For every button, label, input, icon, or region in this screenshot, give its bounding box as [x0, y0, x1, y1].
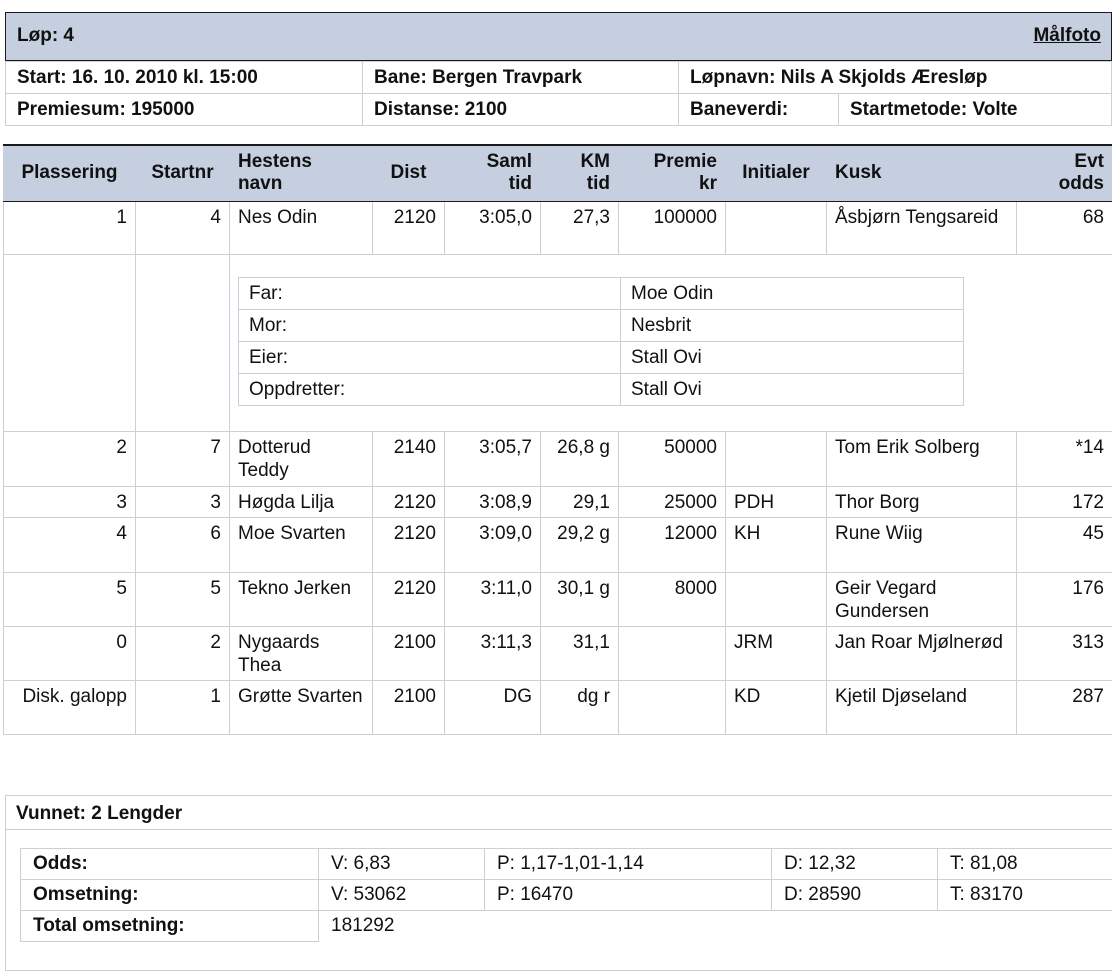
- cell-startnr: 4: [136, 201, 230, 254]
- cell-total-time: 3:11,0: [445, 572, 541, 626]
- cell-placement: Disk. galopp: [4, 680, 136, 734]
- cell-prize: 25000: [619, 486, 726, 517]
- turnover-t: T: 83170: [938, 880, 1112, 911]
- breeder-label: Oppdretter:: [239, 373, 621, 405]
- cell-odds: 172: [1017, 486, 1112, 517]
- cell-horse-name: Høgda Lilja: [230, 486, 373, 517]
- odds-p: P: 1,17-1,01-1,14: [485, 849, 772, 880]
- table-row: [4, 431, 1112, 486]
- cell-total-time: 3:09,0: [445, 517, 541, 572]
- cell-driver: Kjetil Djøseland: [827, 680, 1017, 734]
- cell-total-time: 3:08,9: [445, 486, 541, 517]
- cell-odds: *14: [1017, 431, 1112, 486]
- breeder-value: Stall Ovi: [621, 373, 964, 405]
- col-placement: Plassering: [4, 145, 136, 201]
- cell-km-time: 26,8 g: [541, 431, 619, 486]
- turnover-v: V: 53062: [319, 880, 485, 911]
- cell-total-time: 3:05,7: [445, 431, 541, 486]
- cell-odds: 287: [1017, 680, 1112, 734]
- col-startnr: Startnr: [136, 145, 230, 201]
- cell-horse-name: Dotterud Teddy: [230, 431, 373, 486]
- cell-km-time: 31,1: [541, 626, 619, 680]
- cell-startnr: 2: [136, 626, 230, 680]
- cell-dist: 2120: [373, 201, 445, 254]
- track-name: Bane: Bergen Travpark: [363, 62, 679, 94]
- turnover-label: Omsetning:: [21, 880, 319, 911]
- cell-odds: 45: [1017, 517, 1112, 572]
- table-row: [4, 680, 1112, 734]
- col-dist: Dist: [373, 145, 445, 201]
- odds-row: [21, 849, 1112, 880]
- cell-initials: [726, 572, 827, 626]
- cell-placement: 2: [4, 431, 136, 486]
- odds-d: D: 12,32: [772, 849, 938, 880]
- photo-finish-link[interactable]: Målfoto: [1033, 25, 1101, 46]
- cell-startnr: 6: [136, 517, 230, 572]
- track-value: Baneverdi:: [679, 94, 839, 126]
- owner-value: Stall Ovi: [621, 341, 964, 373]
- cell-odds: 313: [1017, 626, 1112, 680]
- cell-dist: 2120: [373, 486, 445, 517]
- sire-label: Far:: [239, 277, 621, 309]
- odds-table: [20, 848, 1112, 942]
- race-name: Løpnavn: Nils A Skjolds Æresløp: [679, 62, 1112, 94]
- cell-placement: 5: [4, 572, 136, 626]
- dam-label: Mor:: [239, 309, 621, 341]
- cell-km-time: 30,1 g: [541, 572, 619, 626]
- cell-driver: Thor Borg: [827, 486, 1017, 517]
- cell-startnr: 1: [136, 680, 230, 734]
- cell-total-time: DG: [445, 680, 541, 734]
- odds-v: V: 6,83: [319, 849, 485, 880]
- col-driver: Kusk: [827, 145, 1017, 201]
- cell-prize: 8000: [619, 572, 726, 626]
- race-header: [5, 12, 1112, 61]
- cell-km-time: dg r: [541, 680, 619, 734]
- cell-placement: 0: [4, 626, 136, 680]
- pedigree-table: [238, 277, 964, 406]
- turnover-d: D: 28590: [772, 880, 938, 911]
- total-turnover-label: Total omsetning:: [21, 911, 319, 942]
- cell-km-time: 29,1: [541, 486, 619, 517]
- sire-value: Moe Odin: [621, 277, 964, 309]
- cell-startnr: 7: [136, 431, 230, 486]
- cell-placement: 4: [4, 517, 136, 572]
- turnover-p: P: 16470: [485, 880, 772, 911]
- cell-driver: Rune Wiig: [827, 517, 1017, 572]
- cell-prize: 50000: [619, 431, 726, 486]
- results-table: [3, 144, 1112, 735]
- table-row: [4, 201, 1112, 254]
- total-turnover-value: 181292: [319, 911, 1112, 942]
- pedigree-row: [4, 254, 1112, 431]
- cell-prize: [619, 680, 726, 734]
- col-odds: Evt odds: [1017, 145, 1112, 201]
- cell-prize: [619, 626, 726, 680]
- cell-prize: 100000: [619, 201, 726, 254]
- prize-sum: Premiesum: 195000: [6, 94, 363, 126]
- cell-placement: 3: [4, 486, 136, 517]
- cell-dist: 2120: [373, 572, 445, 626]
- table-row: [4, 626, 1112, 680]
- col-initials: Initialer: [726, 145, 827, 201]
- winning-margin: Vunnet: 2 Lengder: [16, 803, 183, 824]
- cell-initials: [726, 431, 827, 486]
- cell-odds: 68: [1017, 201, 1112, 254]
- total-turnover-row: [21, 911, 1112, 942]
- race-info-table: [5, 61, 1112, 126]
- results-header-row: [4, 145, 1112, 201]
- col-km-time: KM tid: [541, 145, 619, 201]
- cell-odds: 176: [1017, 572, 1112, 626]
- cell-driver: Tom Erik Solberg: [827, 431, 1017, 486]
- cell-horse-name: Grøtte Svarten: [230, 680, 373, 734]
- cell-driver: Jan Roar Mjølnerød: [827, 626, 1017, 680]
- cell-horse-name: Tekno Jerken: [230, 572, 373, 626]
- race-title: Løp: 4: [17, 25, 74, 46]
- cell-dist: 2100: [373, 680, 445, 734]
- cell-initials: PDH: [726, 486, 827, 517]
- cell-horse-name: Nes Odin: [230, 201, 373, 254]
- start-time: Start: 16. 10. 2010 kl. 15:00: [6, 62, 363, 94]
- owner-label: Eier:: [239, 341, 621, 373]
- cell-km-time: 29,2 g: [541, 517, 619, 572]
- cell-initials: KH: [726, 517, 827, 572]
- table-row: [4, 517, 1112, 572]
- cell-dist: 2100: [373, 626, 445, 680]
- cell-dist: 2140: [373, 431, 445, 486]
- col-prize: Premie kr: [619, 145, 726, 201]
- cell-initials: [726, 201, 827, 254]
- cell-horse-name: Nygaards Thea: [230, 626, 373, 680]
- distance: Distanse: 2100: [363, 94, 679, 126]
- cell-prize: 12000: [619, 517, 726, 572]
- cell-initials: JRM: [726, 626, 827, 680]
- cell-initials: KD: [726, 680, 827, 734]
- table-row: [4, 486, 1112, 517]
- cell-horse-name: Moe Svarten: [230, 517, 373, 572]
- odds-label: Odds:: [21, 849, 319, 880]
- start-method: Startmetode: Volte: [839, 94, 1112, 126]
- turnover-row: [21, 880, 1112, 911]
- cell-startnr: 5: [136, 572, 230, 626]
- cell-total-time: 3:05,0: [445, 201, 541, 254]
- race-summary: [5, 795, 1112, 971]
- cell-dist: 2120: [373, 517, 445, 572]
- col-total-time: Saml tid: [445, 145, 541, 201]
- cell-driver: Geir Vegard Gundersen: [827, 572, 1017, 626]
- cell-startnr: 3: [136, 486, 230, 517]
- cell-placement: 1: [4, 201, 136, 254]
- cell-driver: Åsbjørn Tengsareid: [827, 201, 1017, 254]
- cell-total-time: 3:11,3: [445, 626, 541, 680]
- table-row: [4, 572, 1112, 626]
- dam-value: Nesbrit: [621, 309, 964, 341]
- cell-km-time: 27,3: [541, 201, 619, 254]
- col-horse-name: Hestens navn: [230, 145, 373, 201]
- odds-t: T: 81,08: [938, 849, 1112, 880]
